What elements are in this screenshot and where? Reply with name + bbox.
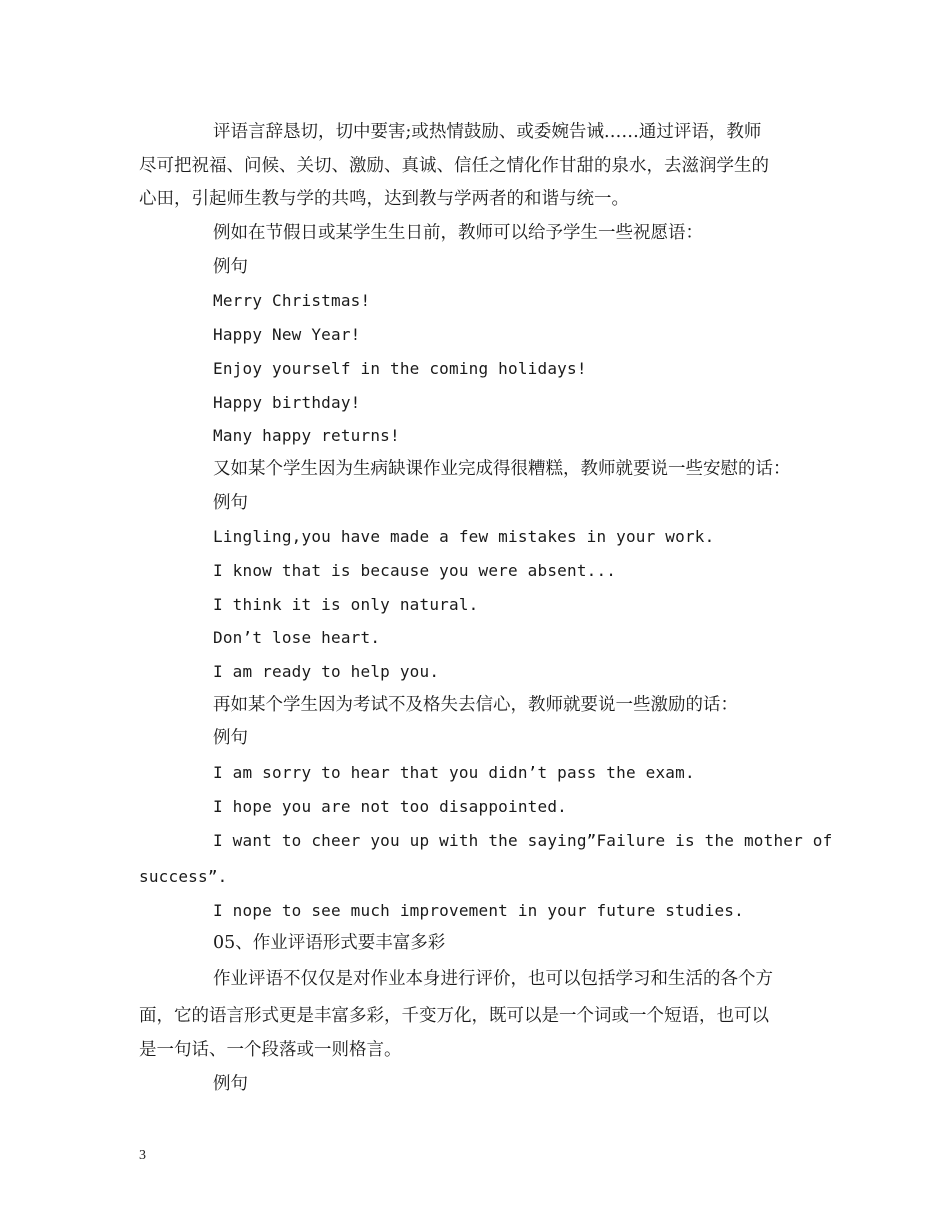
text-line: 尽可把祝福、问候、关切、激励、真诚、信任之情化作甘甜的泉水，去滋润学生的 (139, 155, 769, 176)
text-line: 例句 (213, 1073, 248, 1094)
example-sentence-line: I think it is only natural. (213, 594, 479, 614)
example-sentence-line: I hope you are not too disappointed. (213, 796, 567, 816)
example-sentence-line: Many happy returns! (213, 426, 400, 446)
text-line: 又如某个学生因为生病缺课作业完成得很糟糕，教师就要说一些安慰的话： (213, 458, 791, 479)
example-sentence-line: Happy birthday! (213, 392, 361, 412)
example-sentence-line: I know that is because you were absent... (213, 560, 617, 580)
example-sentence-line: Enjoy yourself in the coming holidays! (213, 358, 587, 378)
example-sentence-line: success”. (139, 866, 228, 886)
example-sentence-line: Lingling,you have made a few mistakes in your work. (213, 527, 715, 547)
document-body (139, 116, 833, 1101)
example-sentence-line: Merry Christmas! (213, 291, 371, 311)
text-line: 面，它的语言形式更是丰富多彩，千变万化，既可以是一个词或一个短语，也可以 (139, 1005, 769, 1026)
text-line: 评语言辞恳切，切中要害;或热情鼓励、或委婉告诫……通过评语，教师 (213, 122, 762, 142)
text-line: 05、作业评语形式要丰富多彩 (213, 933, 446, 954)
text-line: 例句 (213, 728, 248, 749)
text-line: 心田，引起师生教与学的共鸣，达到教与学两者的和谐与统一。 (139, 189, 629, 210)
example-sentence-line: I am ready to help you. (213, 662, 440, 681)
example-sentence-line: Happy New Year! (213, 325, 361, 345)
text-line: 例句 (213, 256, 248, 277)
text-line: 是一句话、一个段落或一则格言。 (139, 1040, 402, 1060)
text-line: 作业评语不仅仅是对作业本身进行评价，也可以包括学习和生活的各个方 (213, 969, 773, 989)
example-sentence-line: I nope to see much improvement in your future studies. (213, 900, 744, 920)
example-sentence-line: I am sorry to hear that you didn’t pass the exam. (213, 763, 695, 783)
text-line: 例句 (213, 492, 248, 513)
text-line: 再如某个学生因为考试不及格失去信心，教师就要说一些激励的话： (213, 694, 738, 715)
page-number: 3 (139, 1148, 146, 1163)
example-sentence-line: I want to cheer you up with the saying”Failure is the mother of (213, 831, 833, 851)
text-line: 例如在节假日或某学生生日前，教师可以给予学生一些祝愿语： (213, 223, 703, 244)
example-sentence-line: Don’t lose heart. (213, 628, 381, 648)
